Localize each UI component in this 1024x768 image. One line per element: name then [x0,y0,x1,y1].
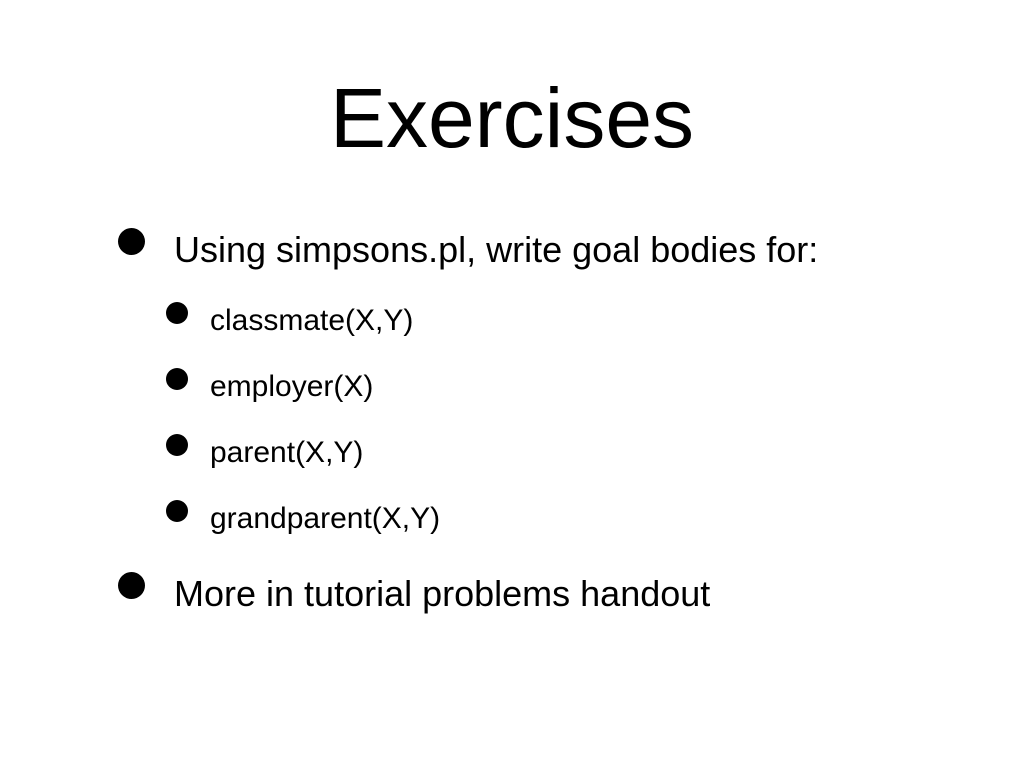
bullet-text: Using simpsons.pl, write goal bodies for: [174,229,819,270]
sub-bullet-text: parent(X,Y) [210,436,364,469]
bullet-dot-icon [166,302,188,324]
bullet-item [118,572,938,616]
bullet-dot-icon [118,572,145,599]
bullet-item [118,228,938,272]
sub-bullet-text: employer(X) [210,370,374,403]
bullet-text: More in tutorial problems handout [174,573,711,614]
bullet-dot-icon [166,368,188,390]
bullet-dot-icon [166,500,188,522]
bullet-dot-icon [118,228,145,255]
sub-bullet-item [166,368,666,406]
sub-bullet-item [166,434,666,472]
sub-bullet-text: grandparent(X,Y) [210,502,441,535]
bullet-dot-icon [166,434,188,456]
sub-bullet-item [166,500,666,538]
slide-title: Exercises [329,71,695,165]
sub-bullet-text: classmate(X,Y) [210,304,414,337]
sub-bullet-item [166,302,666,340]
